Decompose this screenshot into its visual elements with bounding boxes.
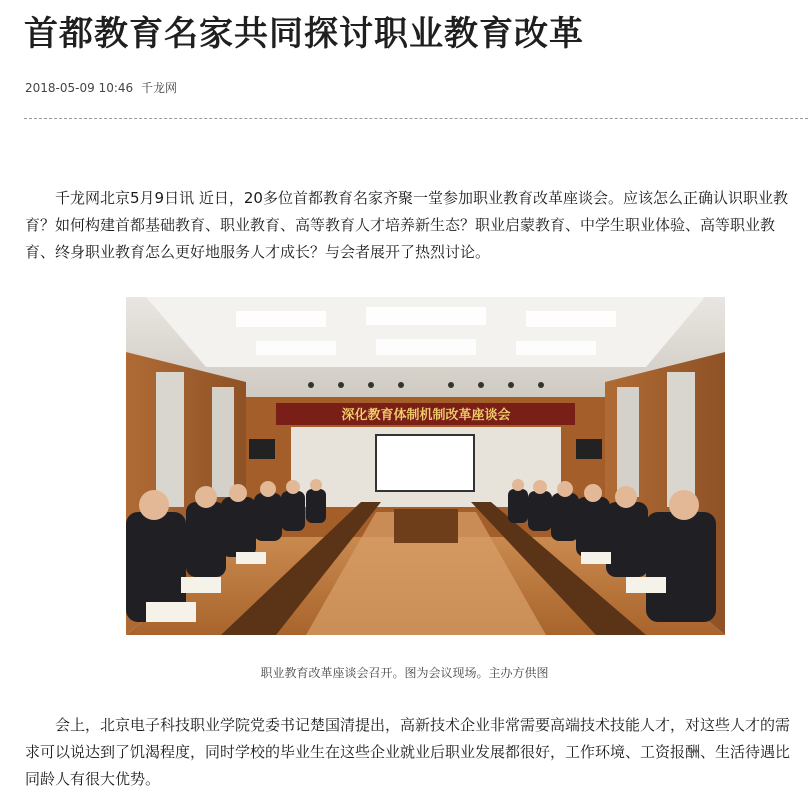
article-meta: [25, 79, 181, 96]
photo-caption: 职业教育改革座谈会召开。图为会议现场。主办方供图: [260, 666, 549, 680]
banner-text: 深化教育体制机制改革座谈会: [341, 408, 511, 423]
paragraph-1: 千龙网北京5月9日讯 近日，20多位首都教育名家齐聚一堂参加职业教育改革座谈会。应该怎么正确认识职业教育？如何构建首都基础教育、职业教育、高等教育人才培养新生态？职业启蒙教育、中学生职业体验、高等职业教育、终身职业教育怎么更好地服务人才成长？与会者展开了热烈讨论。: [25, 189, 788, 261]
paragraph-2: 会上，北京电子科技职业学院党委书记楚国清提出，高新技术企业非常需要高端技术技能人才，对这些人才的需求可以说达到了饥渴程度，同时学校的毕业生在这些企业就业后职业发展都很好，工作环境、工资报酬、生活待遇比同龄人有很大优势。: [25, 716, 791, 788]
article-title: 首都教育名家共同探讨职业教育改革: [24, 14, 584, 54]
article-source[interactable]: 千龙网: [140, 81, 177, 95]
publish-date: 2018-05-09 10:46: [25, 81, 134, 95]
dashed-divider: [24, 118, 808, 119]
meeting-photo: [126, 297, 725, 635]
